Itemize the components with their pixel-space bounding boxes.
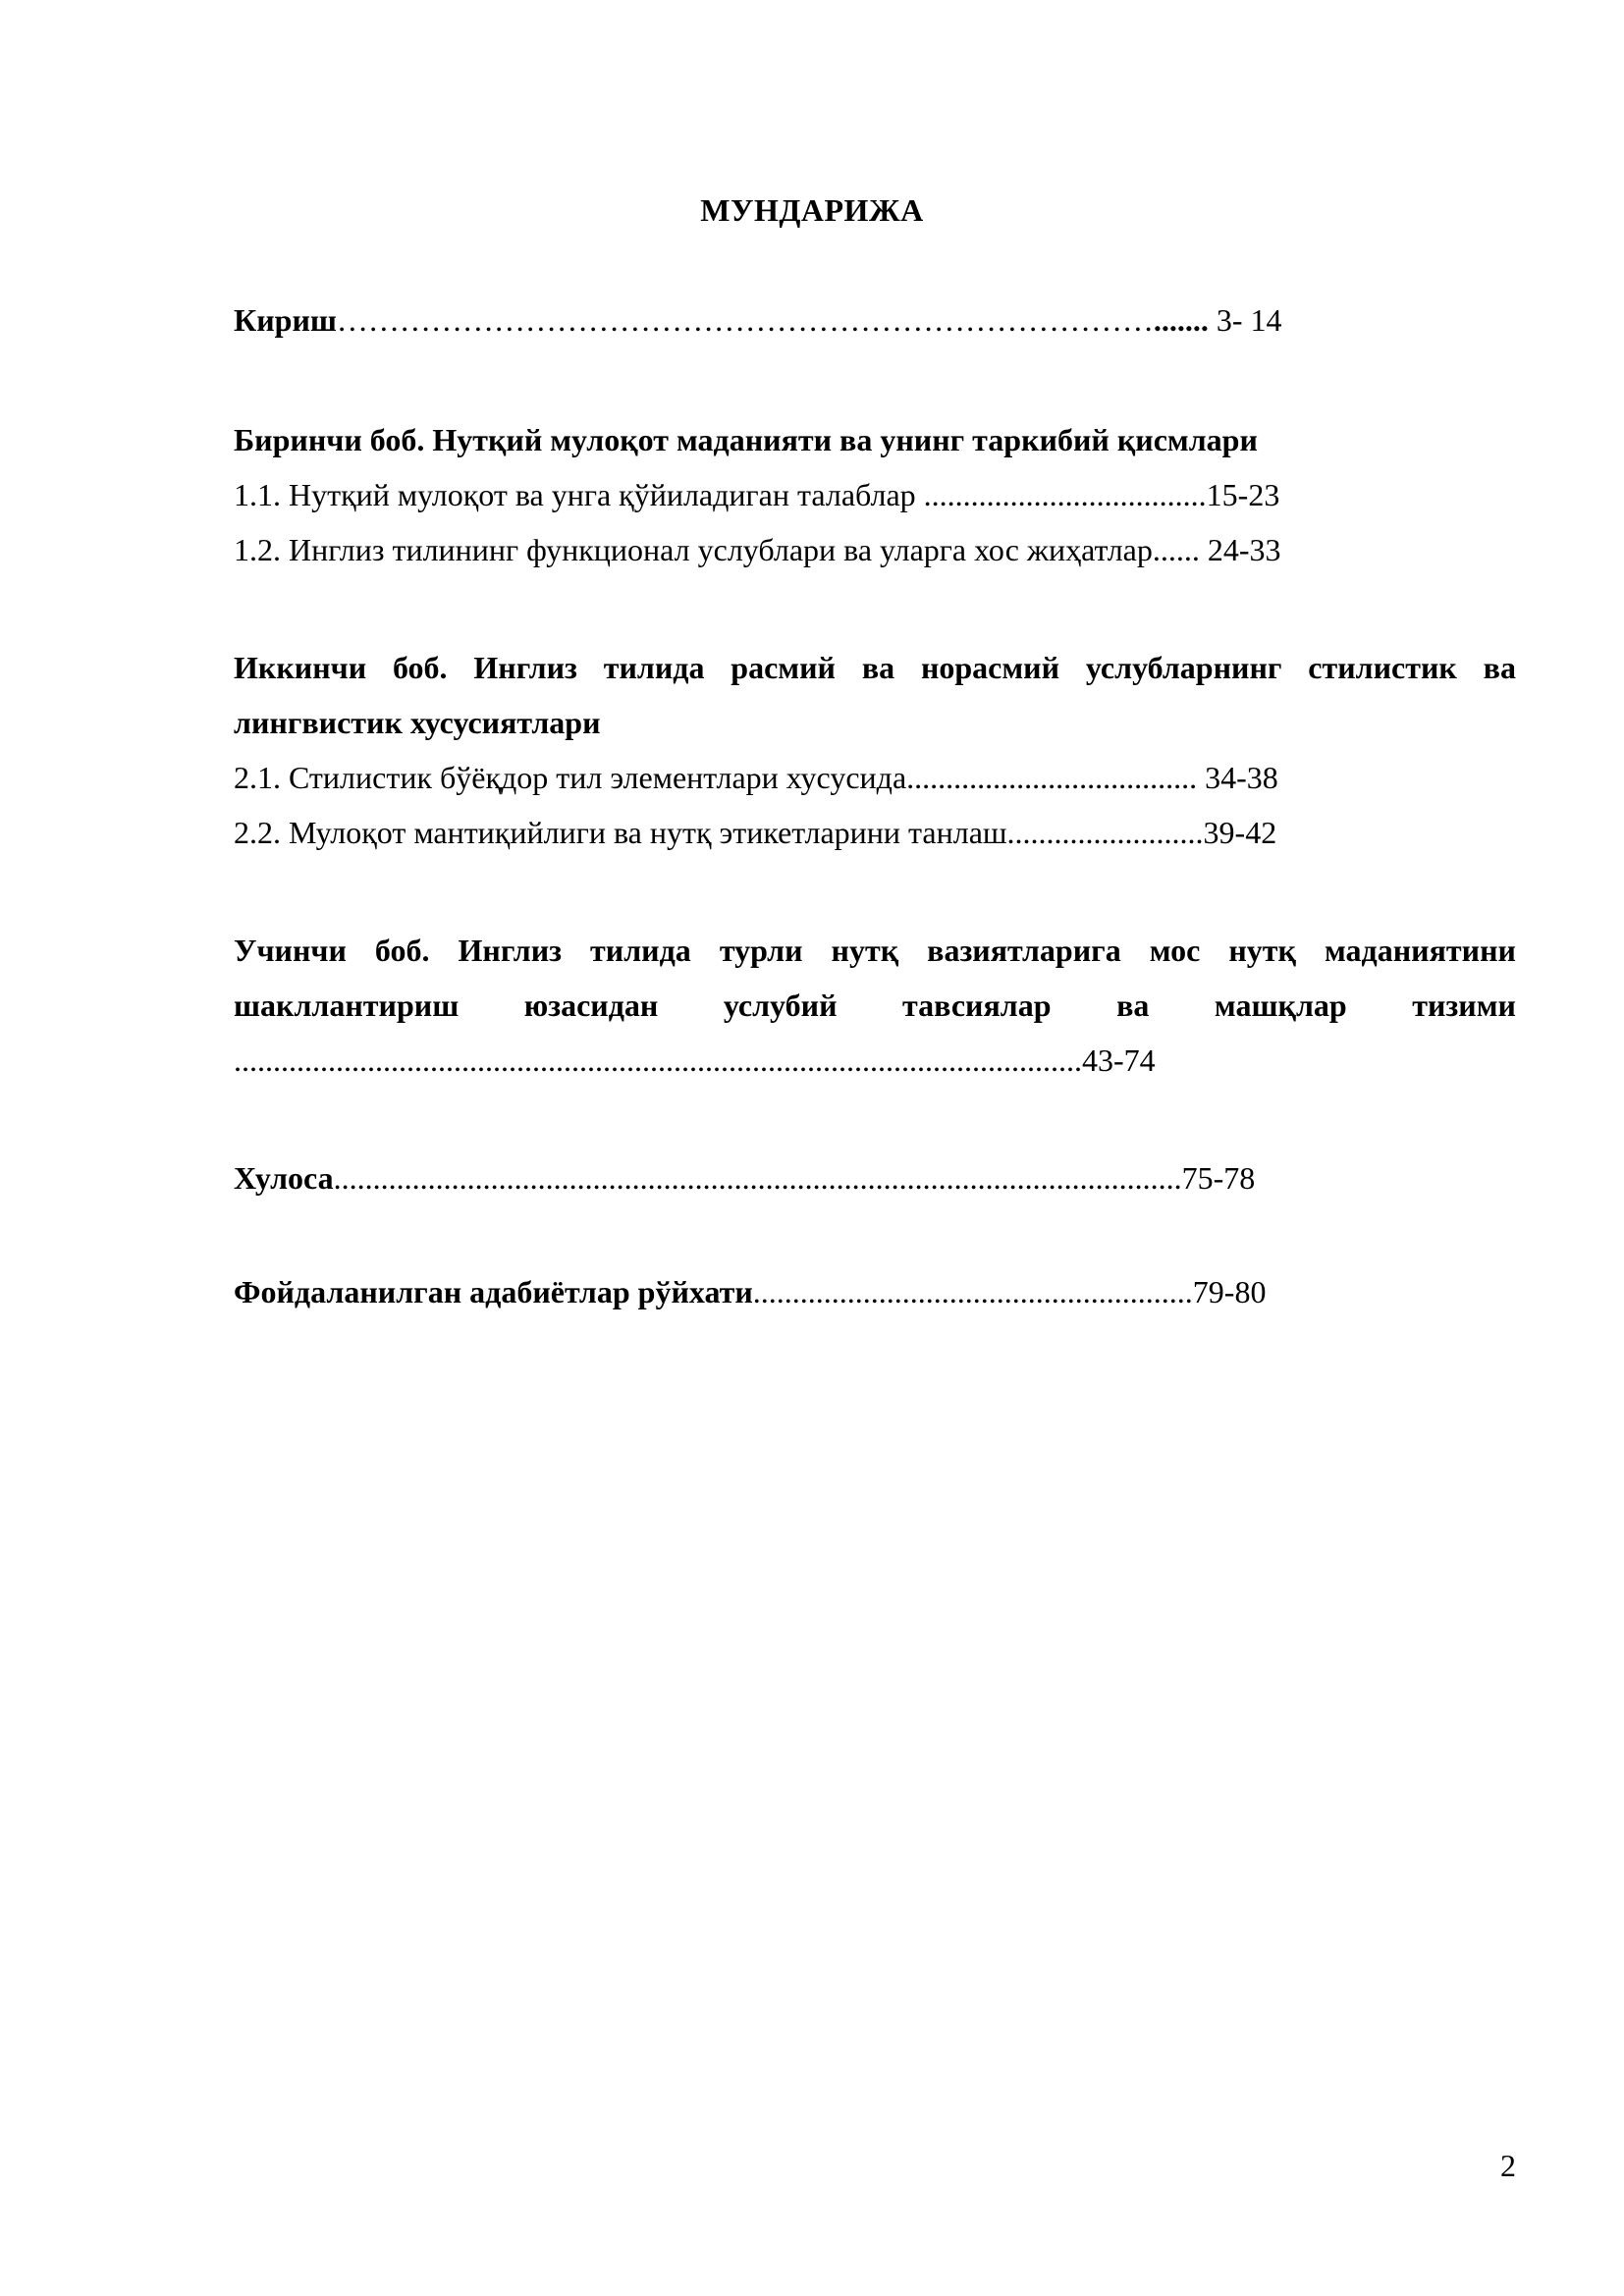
heading-word: норасмий [920,650,1060,685]
heading-word: расмий [731,650,836,685]
heading-word: мос [1149,933,1201,968]
heading-word: тизими [1412,988,1516,1023]
heading-word: Учинчи [234,933,347,968]
heading-word: боб. [374,933,430,968]
heading-word: маданиятини [1324,933,1516,968]
toc-entry-2-2[interactable]: 2.2. Мулоқот мантиқийлиги ва нутқ этикетларини танлаш.........................39-42 [234,815,1277,850]
heading-word: нутқ [831,933,899,968]
toc-entry-intro-label: Кириш [234,302,337,338]
chapter-2-heading-line-1[interactable] [234,648,1516,687]
chapter-3-heading-line-2[interactable] [234,986,1516,1025]
toc-entry-1-2[interactable]: 1.2. Инглиз тилининг функционал услублари ва уларга хос жиҳатлар...... 24-33 [234,532,1281,567]
toc-entry-references-rest: ........................................................79-80 [752,1274,1267,1309]
toc-entry-intro[interactable] [234,300,1282,340]
toc-entry-3-leader[interactable]: ............................................................................................................43-74 [234,1042,1156,1078]
heading-word: ва [861,650,895,685]
heading-word: шакллантириш [234,988,460,1023]
heading-word: Инглиз [458,933,563,968]
heading-word: услубларнинг [1085,650,1282,685]
toc-entry-references[interactable] [234,1272,1266,1311]
toc-entry-intro-leader-bold: ....... [1153,302,1209,338]
heading-word: тавсиялар [902,988,1052,1023]
heading-word: ва [1483,650,1516,685]
toc-entry-intro-leader: …………………………………………………………………… [336,302,1154,338]
page-title: МУНДАРИЖА [700,192,924,228]
heading-word: нутқ [1228,933,1296,968]
heading-word: Иккинчи [234,650,367,685]
heading-word: вазиятларига [927,933,1121,968]
toc-entry-intro-pages: 3- 14 [1208,302,1282,338]
toc-entry-conclusion-label: Хулоса [234,1160,334,1196]
heading-word: тилида [603,650,705,685]
heading-word: боб. [392,650,448,685]
toc-entry-conclusion-rest: ............................................................................................................75-78 [333,1160,1256,1196]
chapter-3-heading-line-1[interactable] [234,931,1516,970]
heading-word: услубий [723,988,838,1023]
chapter-2-heading-line-2[interactable]: лингвистик хусусиятлари [234,705,601,740]
heading-word: юзасидан [523,988,659,1023]
heading-word: ва [1116,988,1150,1023]
toc-entry-2-1[interactable]: 2.1. Стилистик бўёқдор тил элементлари хусусида..................................... 34-38 [234,760,1278,795]
page-number: 2 [1500,2148,1516,2183]
chapter-1-heading[interactable]: Биринчи боб. Нутқий мулоқот маданияти ва унинг таркибий қисмлари [234,422,1258,457]
heading-word: Инглиз [473,650,577,685]
heading-word: машқлар [1214,988,1347,1023]
toc-entry-references-label: Фойдаланилган адабиётлар рўйхати [234,1274,753,1309]
heading-word: стилистик [1308,650,1457,685]
heading-word: тилида [590,933,691,968]
toc-entry-1-1[interactable]: 1.1. Нутқий мулоқот ва унга қўйиладиган талаблар ....................................15-23 [234,477,1280,512]
heading-word: турли [719,933,803,968]
toc-entry-conclusion[interactable] [234,1158,1255,1198]
